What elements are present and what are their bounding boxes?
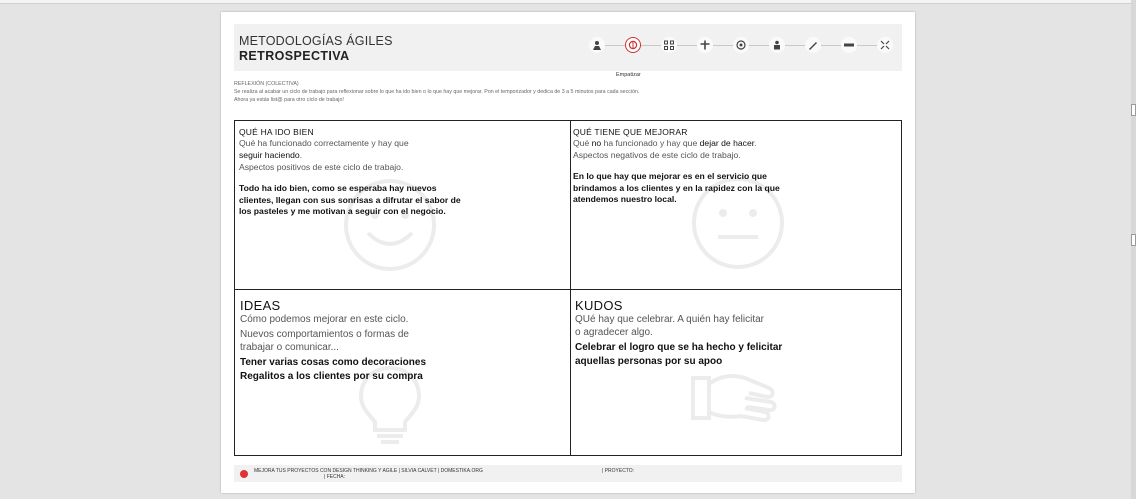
section-answer[interactable]: Celebrar el logro que se ha hecho y felicitar aquellas personas por su apoo [575, 342, 783, 367]
pencil-icon[interactable] [805, 37, 821, 53]
browser-top-bar [0, 0, 1136, 4]
document-page [221, 12, 915, 493]
document-title: METODOLOGÍAS ÁGILES [239, 34, 393, 48]
section-kudos [571, 290, 902, 456]
section-description: Cómo podemos mejorar en este ciclo. [240, 314, 409, 325]
section-description: trabajar o comunicar... [240, 342, 339, 353]
section-answer[interactable]: En lo que hay que mejorar es en el servicio que brindamos a los clientes y en la rapidez con la que atendemos nuestro local. [573, 171, 780, 204]
target-icon[interactable] [733, 37, 749, 53]
section-description: Aspectos positivos de este ciclo de trabajo. [239, 162, 404, 172]
person-icon[interactable] [769, 37, 785, 53]
expand-icon[interactable] [877, 37, 893, 53]
section-description: Nuevos comportamientos o formas de [240, 329, 409, 340]
footer-project: | PROYECTO: [602, 468, 635, 474]
cross-icon[interactable] [697, 37, 713, 53]
intro-line: Ahora ya estás list@ para otro ciclo de trabajo! [234, 97, 344, 103]
connect-icon[interactable] [661, 37, 677, 53]
retrospective-grid [234, 120, 902, 456]
footer-date: | FECHA: [324, 474, 346, 480]
user-icon[interactable] [589, 37, 605, 53]
document-subtitle: RETROSPECTIVA [239, 49, 350, 63]
prototype-icon[interactable] [841, 37, 857, 53]
section-ideas [235, 290, 570, 456]
intro-heading: REFLEXIÓN (COLECTIVA) [234, 81, 299, 87]
brain-icon[interactable] [625, 37, 641, 53]
section-improve [571, 121, 902, 289]
section-description: QUé hay que celebrar. A quién hay felicitar [575, 314, 765, 325]
page-header [234, 24, 902, 78]
page-footer [234, 465, 902, 482]
section-description: Aspectos negativos de este ciclo de trabajo. [573, 150, 741, 160]
section-good [235, 121, 570, 289]
scroll-marker[interactable] [1131, 104, 1136, 116]
section-description: Qué no ha funcionado y hay que dejar de hacer. [573, 138, 757, 148]
process-steps [589, 37, 893, 53]
section-title: IDEAS [240, 298, 281, 313]
section-answer[interactable]: Tener varias cosas como decoraciones Regalitos a los clientes por su compra [240, 357, 427, 382]
window-edge [1131, 0, 1136, 499]
logo-icon [240, 470, 248, 478]
section-description: Qué ha funcionado correctamente y hay que seguir haciendo. [239, 138, 409, 160]
intro-line: Se realiza al acabar un ciclo de trabajo para reflexionar sobre lo que ha ido bien o lo que hay que mejorar. Pon el temporizador y dedica de 3 a 5 minutos para cada sección. [234, 89, 640, 95]
section-title: QUÉ TIENE QUE MEJORAR [573, 127, 688, 137]
footer-credits: MEJORA TUS PROYECTOS CON DESIGN THINKING Y AGILE | SILVIA CALVET | DOMESTIKA.ORG [254, 468, 483, 474]
section-title: KUDOS [575, 298, 623, 313]
section-title: QUÉ HA IDO BIEN [239, 127, 314, 137]
intro-text [234, 80, 902, 104]
active-step-label: Empatizar [616, 72, 641, 78]
scroll-marker[interactable] [1131, 234, 1136, 246]
section-description: o agradecer algo. [575, 327, 653, 338]
section-answer[interactable]: Todo ha ido bien, como se esperaba hay nuevos clientes, llegan con sus sonrisas a difrutar el sabor de los pasteles y me motivan a seguir con el negocio. [239, 183, 461, 216]
